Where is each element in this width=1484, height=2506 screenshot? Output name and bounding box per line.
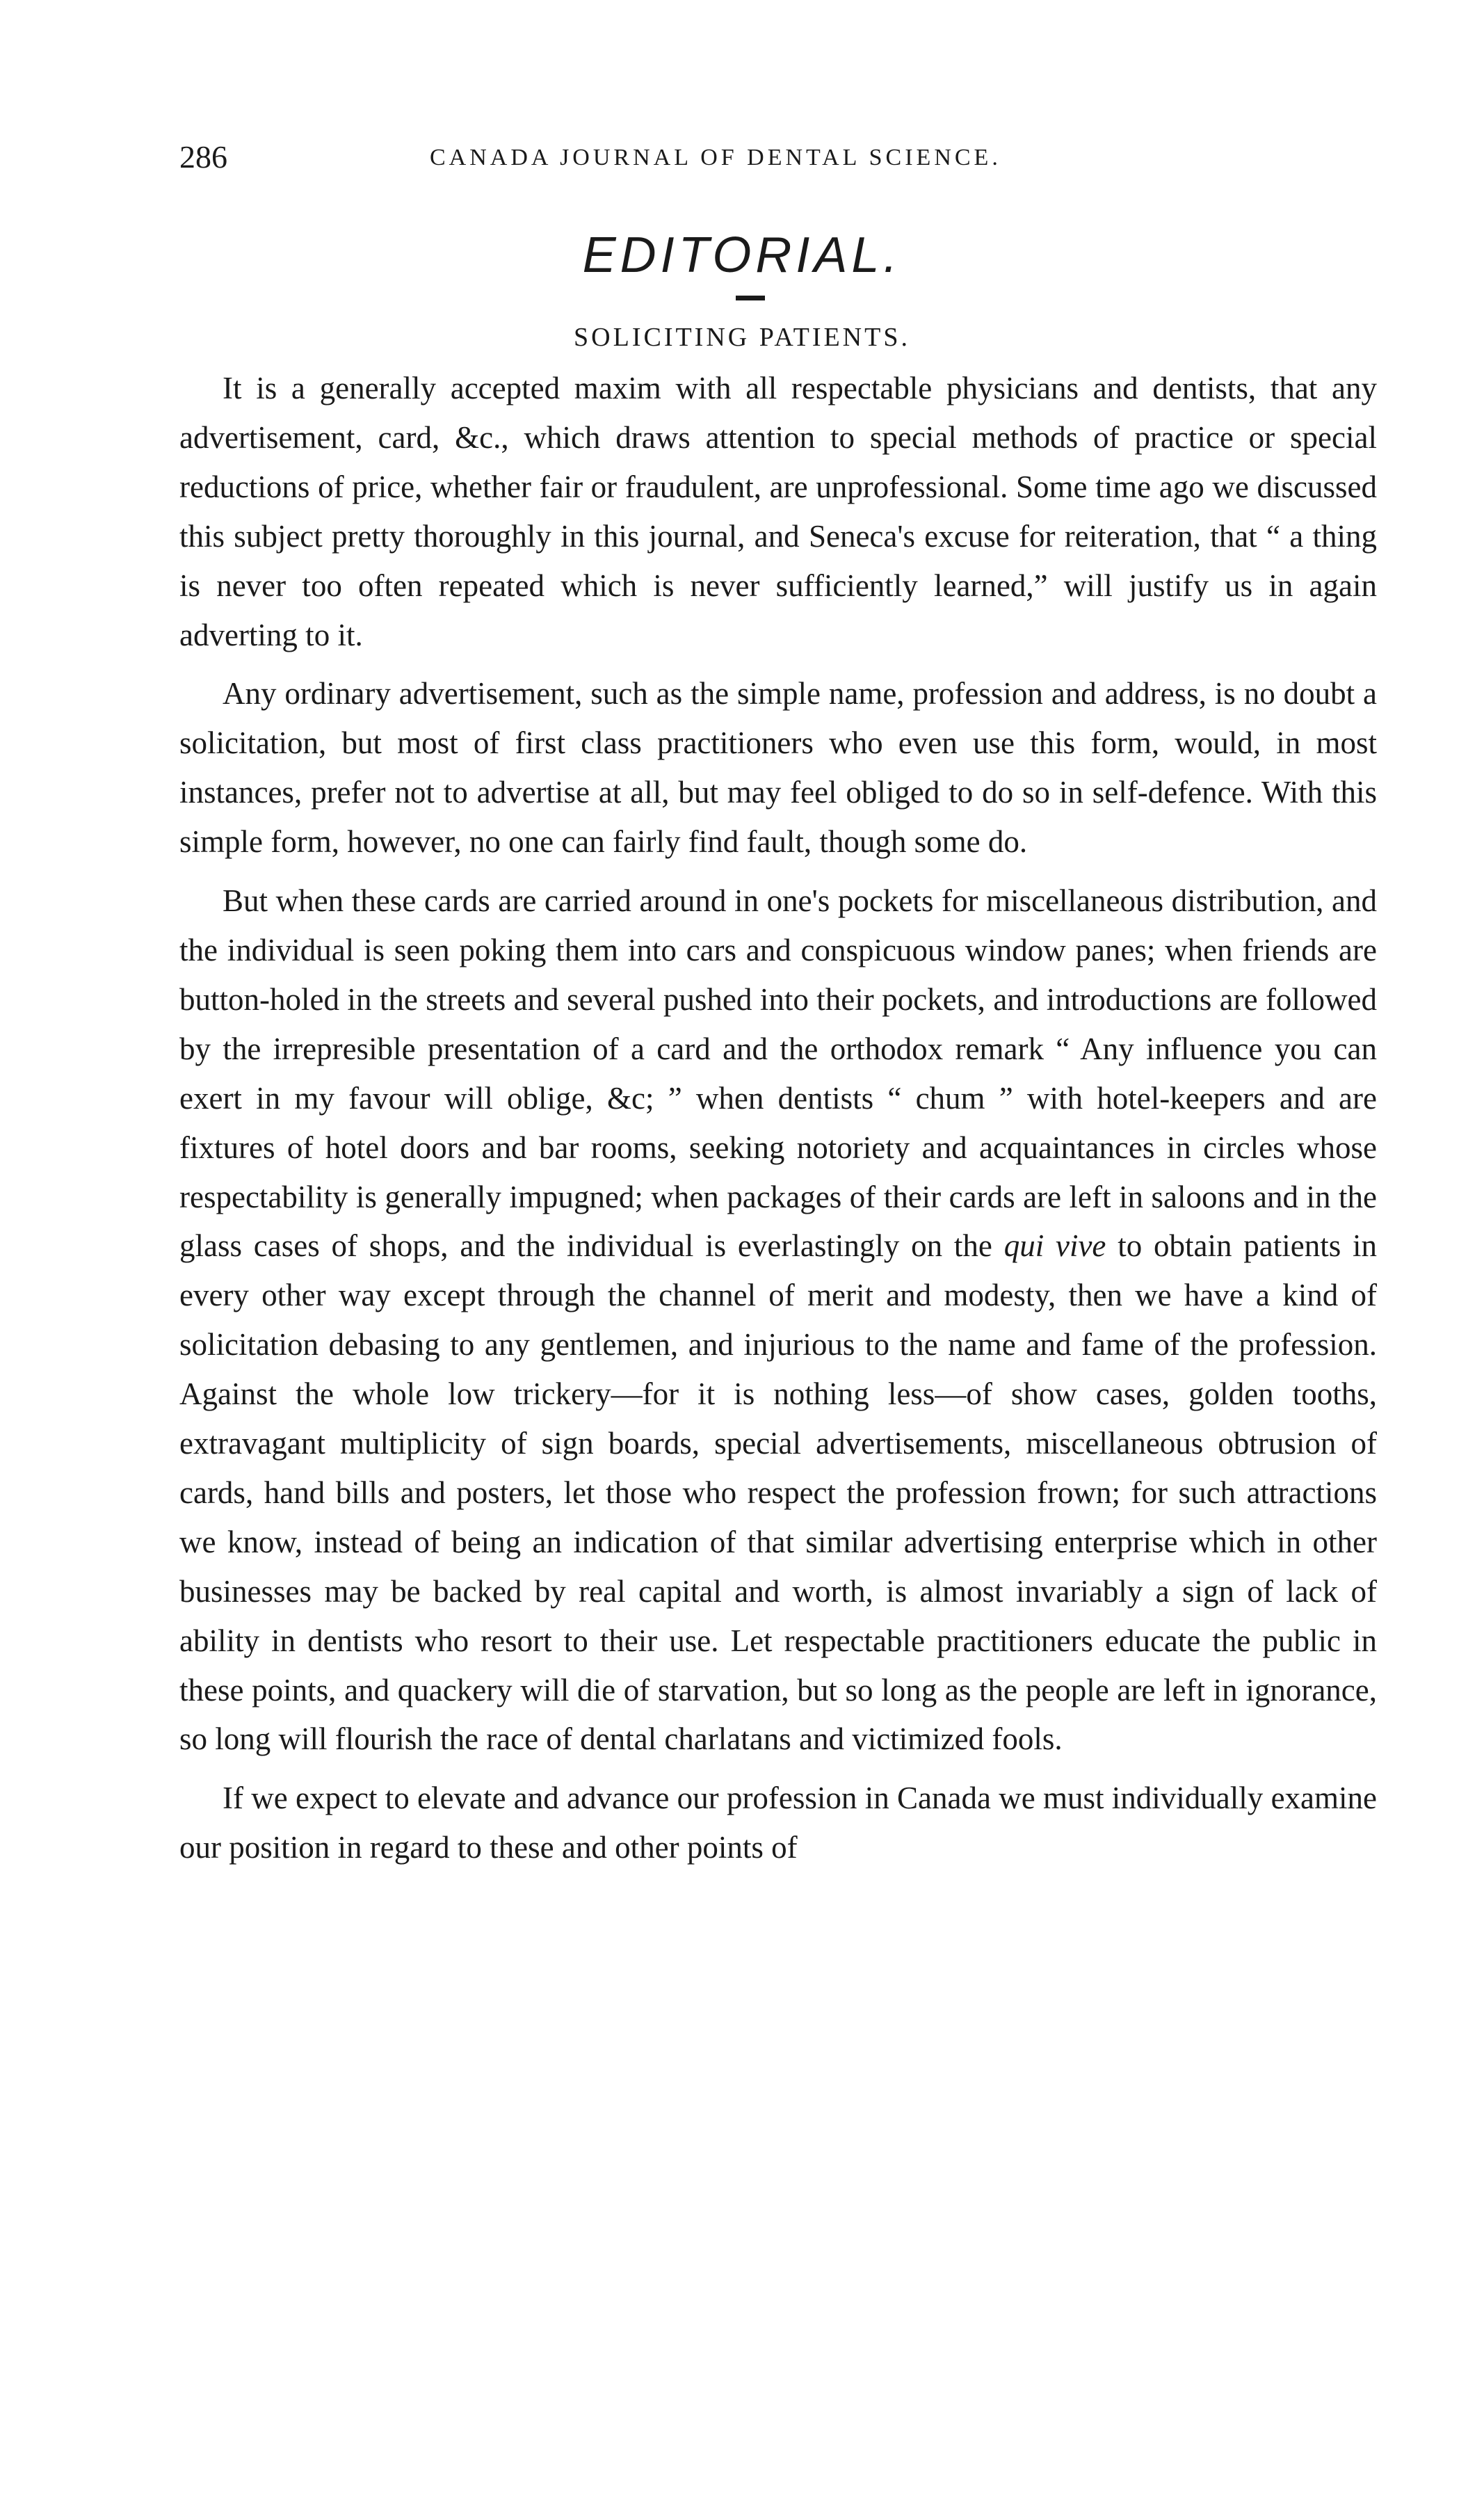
article-body: [179, 364, 1377, 1882]
paragraph-3-text-after: to obtain patients in every other way except through the channel of merit and modesty, then we have a kind of solicitation debasing to any gentlemen, and injurious to the name and fame of the profession. Against the whole low trickery—for it is nothing less—of show cases, golden tooths, extravagant multiplicity of sign boards, special advertisements, miscellaneous obtrusion of cards, hand bills and posters, let those who respect the profession frown; for such attractions we know, instead of being an indication of that similar advertising enterprise which in other businesses may be backed by real capital and worth, is almost invariably a sign of lack of ability in dentists who resort to their use. Let respectable practitioners educate the public in these points, and quackery will die of starvation, but so long as the people are left in ignorance, so long will flourish the race of dental charlatans and victimized fools.: [179, 1228, 1377, 1757]
heading-dash-divider: [736, 296, 765, 300]
paragraph-3-italic-phrase: qui vive: [1003, 1228, 1106, 1264]
page-number: 286: [179, 139, 227, 175]
paragraph-2: Any ordinary advertisement, such as the simple name, profession and address, is no doubt a solicitation, but most of first class practitioners who even use this form, would, in most instances, prefer not to advertise at all, but may feel obliged to do so in self-defence. With this simple form, however, no one can fairly find fault, though some do.: [179, 676, 1377, 860]
journal-title: CANADA JOURNAL OF DENTAL SCIENCE.: [430, 145, 1001, 170]
paragraph-3: [179, 876, 1377, 1764]
article-title: SOLICITING PATIENTS.: [574, 323, 910, 352]
section-heading: EDITORIAL.: [582, 227, 902, 283]
paragraph-3-text-before: But when these cards are carried around in one's pockets for miscellaneous distribution, and the individual is seen poking them into cars and conspicuous window panes; when friends are button-holed in the streets and several pushed into their pockets, and introductions are followed by the irrepresible presentation of a card and the orthodox remark “ Any influence you can exert in my favour will oblige, &c; ” when dentists “ chum ” with hotel-keepers and are fixtures of hotel doors and bar rooms, seeking notoriety and acquaintances in circles whose respectability is generally impugned; when packages of their cards are left in saloons and in the glass cases of shops, and the individual is everlastingly on the: [179, 883, 1377, 1264]
running-head: [179, 136, 1376, 185]
paragraph-4: If we expect to elevate and advance our profession in Canada we must individually examine our position in regard to these and other points of: [179, 1781, 1377, 1865]
paragraph-1: It is a generally accepted maxim with all respectable physicians and dentists, that any advertisement, card, &c., which draws attention to special methods of practice or special reductions of price, whether fair or fraudulent, are unprofessional. Some time ago we discussed this subject pretty thoroughly in this journal, and Seneca's excuse for reiteration, that “ a thing is never too often repeated which is never sufficiently learned,” will justify us in again adverting to it.: [179, 371, 1377, 652]
